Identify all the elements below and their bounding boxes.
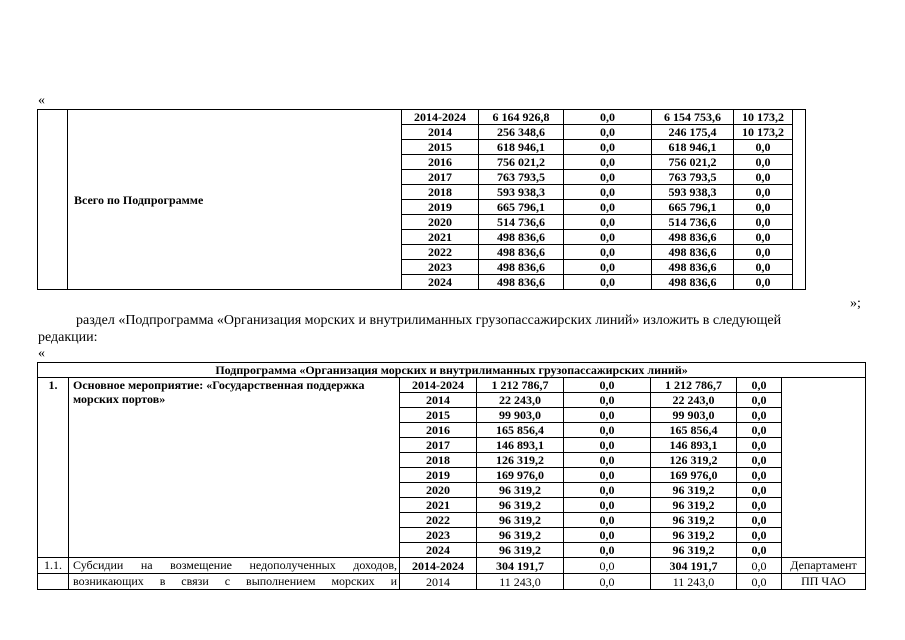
period-cell: 2015 bbox=[400, 408, 477, 423]
value-cell: 0,0 bbox=[564, 215, 652, 230]
value-cell: 0,0 bbox=[564, 558, 651, 574]
value-cell: 498 836,6 bbox=[479, 275, 564, 290]
value-cell: 498 836,6 bbox=[479, 260, 564, 275]
value-cell: 498 836,6 bbox=[652, 230, 734, 245]
responsible-department: ПП ЧАО bbox=[782, 574, 866, 590]
paragraph-line-2: редакции: bbox=[38, 330, 98, 345]
value-cell: 0,0 bbox=[564, 125, 652, 140]
value-cell: 246 175,4 bbox=[652, 125, 734, 140]
value-cell: 0,0 bbox=[737, 423, 782, 438]
total-row bbox=[38, 110, 806, 125]
value-cell: 763 793,5 bbox=[479, 170, 564, 185]
value-cell: 0,0 bbox=[564, 453, 651, 468]
value-cell: 0,0 bbox=[734, 185, 793, 200]
period-cell: 2014-2024 bbox=[402, 110, 479, 125]
value-cell: 0,0 bbox=[737, 408, 782, 423]
value-cell: 0,0 bbox=[734, 215, 793, 230]
value-cell: 514 736,6 bbox=[652, 215, 734, 230]
value-cell: 0,0 bbox=[737, 378, 782, 393]
value-cell: 256 348,6 bbox=[479, 125, 564, 140]
subprogram-header-row bbox=[38, 363, 866, 378]
period-cell: 2020 bbox=[400, 483, 477, 498]
value-cell: 0,0 bbox=[737, 483, 782, 498]
period-cell: 2018 bbox=[402, 185, 479, 200]
period-cell: 2019 bbox=[400, 468, 477, 483]
value-cell: 0,0 bbox=[564, 245, 652, 260]
value-cell: 0,0 bbox=[564, 483, 651, 498]
period-cell: 2023 bbox=[400, 528, 477, 543]
value-cell: 0,0 bbox=[564, 498, 651, 513]
value-cell: 756 021,2 bbox=[479, 155, 564, 170]
value-cell: 498 836,6 bbox=[652, 260, 734, 275]
value-cell: 165 856,4 bbox=[651, 423, 737, 438]
period-cell: 2021 bbox=[400, 498, 477, 513]
value-cell: 304 191,7 bbox=[651, 558, 737, 574]
value-cell: 0,0 bbox=[564, 140, 652, 155]
value-cell: 6 164 926,8 bbox=[479, 110, 564, 125]
value-cell: 126 319,2 bbox=[477, 453, 564, 468]
subprogram-table bbox=[37, 362, 866, 590]
value-cell: 96 319,2 bbox=[651, 528, 737, 543]
value-cell: 0,0 bbox=[734, 260, 793, 275]
value-cell: 665 796,1 bbox=[652, 200, 734, 215]
value-cell: 0,0 bbox=[737, 558, 782, 574]
value-cell: 0,0 bbox=[564, 155, 652, 170]
period-cell: 2024 bbox=[402, 275, 479, 290]
value-cell: 498 836,6 bbox=[479, 245, 564, 260]
closing-quote: »; bbox=[850, 296, 861, 311]
period-cell: 2017 bbox=[400, 438, 477, 453]
period-cell: 2024 bbox=[400, 543, 477, 558]
value-cell: 10 173,2 bbox=[734, 110, 793, 125]
value-cell: 0,0 bbox=[564, 260, 652, 275]
value-cell: 22 243,0 bbox=[477, 393, 564, 408]
value-cell: 593 938,3 bbox=[479, 185, 564, 200]
subsidy-number bbox=[38, 574, 69, 590]
value-cell: 0,0 bbox=[564, 230, 652, 245]
value-cell: 0,0 bbox=[564, 408, 651, 423]
paragraph-line-1: раздел «Подпрограмма «Организация морских и внутрилиманных грузопассажирских линий» изложить в следующей bbox=[76, 313, 782, 328]
value-cell: 0,0 bbox=[734, 245, 793, 260]
value-cell: 96 319,2 bbox=[477, 513, 564, 528]
number-cell bbox=[38, 110, 68, 290]
value-cell: 0,0 bbox=[737, 528, 782, 543]
value-cell: 514 736,6 bbox=[479, 215, 564, 230]
value-cell: 96 319,2 bbox=[477, 498, 564, 513]
total-label: Всего по Подпрограмме bbox=[68, 110, 402, 290]
value-cell: 0,0 bbox=[564, 423, 651, 438]
value-cell: 498 836,6 bbox=[479, 230, 564, 245]
period-cell: 2020 bbox=[402, 215, 479, 230]
value-cell: 11 243,0 bbox=[477, 574, 564, 590]
period-cell: 2014 bbox=[400, 393, 477, 408]
period-cell: 2016 bbox=[400, 423, 477, 438]
period-cell: 2014 bbox=[402, 125, 479, 140]
value-cell: 618 946,1 bbox=[652, 140, 734, 155]
value-cell: 0,0 bbox=[564, 378, 651, 393]
value-cell: 0,0 bbox=[564, 543, 651, 558]
subsidy-row bbox=[38, 574, 866, 590]
value-cell: 22 243,0 bbox=[651, 393, 737, 408]
value-cell: 11 243,0 bbox=[651, 574, 737, 590]
value-cell: 0,0 bbox=[737, 453, 782, 468]
value-cell: 756 021,2 bbox=[652, 155, 734, 170]
value-cell: 0,0 bbox=[564, 468, 651, 483]
subprogram-total-table bbox=[37, 109, 806, 290]
value-cell: 0,0 bbox=[737, 468, 782, 483]
value-cell: 763 793,5 bbox=[652, 170, 734, 185]
value-cell: 96 319,2 bbox=[477, 543, 564, 558]
opening-quote-2: « bbox=[38, 346, 45, 361]
value-cell: 0,0 bbox=[734, 275, 793, 290]
measure-row bbox=[38, 378, 866, 393]
period-cell: 2022 bbox=[400, 513, 477, 528]
value-cell: 304 191,7 bbox=[477, 558, 564, 574]
value-cell: 0,0 bbox=[564, 275, 652, 290]
value-cell: 0,0 bbox=[564, 528, 651, 543]
period-cell: 2014-2024 bbox=[400, 378, 477, 393]
period-cell: 2019 bbox=[402, 200, 479, 215]
value-cell: 169 976,0 bbox=[651, 468, 737, 483]
measure-label: Основное мероприятие: «Государственная поддержка морских портов» bbox=[69, 378, 400, 558]
value-cell: 0,0 bbox=[737, 543, 782, 558]
value-cell: 10 173,2 bbox=[734, 125, 793, 140]
measure-number: 1. bbox=[38, 378, 69, 558]
value-cell: 0,0 bbox=[737, 438, 782, 453]
period-cell: 2021 bbox=[402, 230, 479, 245]
responsible-cell bbox=[782, 378, 866, 558]
period-cell: 2018 bbox=[400, 453, 477, 468]
period-cell: 2017 bbox=[402, 170, 479, 185]
value-cell: 0,0 bbox=[564, 513, 651, 528]
value-cell: 169 976,0 bbox=[477, 468, 564, 483]
value-cell: 96 319,2 bbox=[477, 483, 564, 498]
value-cell: 498 836,6 bbox=[652, 245, 734, 260]
value-cell: 0,0 bbox=[737, 574, 782, 590]
period-cell: 2014 bbox=[400, 574, 477, 590]
value-cell: 0,0 bbox=[734, 140, 793, 155]
value-cell: 146 893,1 bbox=[651, 438, 737, 453]
value-cell: 0,0 bbox=[734, 155, 793, 170]
value-cell: 96 319,2 bbox=[651, 483, 737, 498]
value-cell: 0,0 bbox=[564, 200, 652, 215]
opening-quote: « bbox=[38, 93, 45, 108]
value-cell: 0,0 bbox=[564, 438, 651, 453]
value-cell: 146 893,1 bbox=[477, 438, 564, 453]
responsible-department: Департамент bbox=[782, 558, 866, 574]
value-cell: 96 319,2 bbox=[651, 498, 737, 513]
period-cell: 2015 bbox=[402, 140, 479, 155]
value-cell: 0,0 bbox=[564, 170, 652, 185]
responsible-cell bbox=[793, 110, 806, 290]
period-cell: 2014-2024 bbox=[400, 558, 477, 574]
value-cell: 0,0 bbox=[564, 185, 652, 200]
value-cell: 0,0 bbox=[734, 230, 793, 245]
value-cell: 126 319,2 bbox=[651, 453, 737, 468]
value-cell: 1 212 786,7 bbox=[477, 378, 564, 393]
value-cell: 96 319,2 bbox=[477, 528, 564, 543]
value-cell: 498 836,6 bbox=[652, 275, 734, 290]
period-cell: 2023 bbox=[402, 260, 479, 275]
value-cell: 0,0 bbox=[737, 513, 782, 528]
value-cell: 618 946,1 bbox=[479, 140, 564, 155]
value-cell: 0,0 bbox=[564, 574, 651, 590]
value-cell: 96 319,2 bbox=[651, 543, 737, 558]
value-cell: 99 903,0 bbox=[477, 408, 564, 423]
subsidy-number: 1.1. bbox=[38, 558, 69, 574]
value-cell: 0,0 bbox=[737, 498, 782, 513]
value-cell: 165 856,4 bbox=[477, 423, 564, 438]
subsidy-description: возникающих в связи с выполнением морских и bbox=[69, 574, 400, 590]
value-cell: 665 796,1 bbox=[479, 200, 564, 215]
value-cell: 1 212 786,7 bbox=[651, 378, 737, 393]
subprogram-title: Подпрограмма «Организация морских и внутрилиманных грузопассажирских линий» bbox=[38, 363, 866, 378]
value-cell: 0,0 bbox=[734, 170, 793, 185]
value-cell: 0,0 bbox=[564, 110, 652, 125]
value-cell: 0,0 bbox=[564, 393, 651, 408]
subsidy-row bbox=[38, 558, 866, 574]
value-cell: 0,0 bbox=[737, 393, 782, 408]
value-cell: 96 319,2 bbox=[651, 513, 737, 528]
value-cell: 0,0 bbox=[734, 200, 793, 215]
period-cell: 2016 bbox=[402, 155, 479, 170]
value-cell: 593 938,3 bbox=[652, 185, 734, 200]
subsidy-description: Субсидии на возмещение недополученных доходов, bbox=[69, 558, 400, 574]
value-cell: 6 154 753,6 bbox=[652, 110, 734, 125]
period-cell: 2022 bbox=[402, 245, 479, 260]
value-cell: 99 903,0 bbox=[651, 408, 737, 423]
